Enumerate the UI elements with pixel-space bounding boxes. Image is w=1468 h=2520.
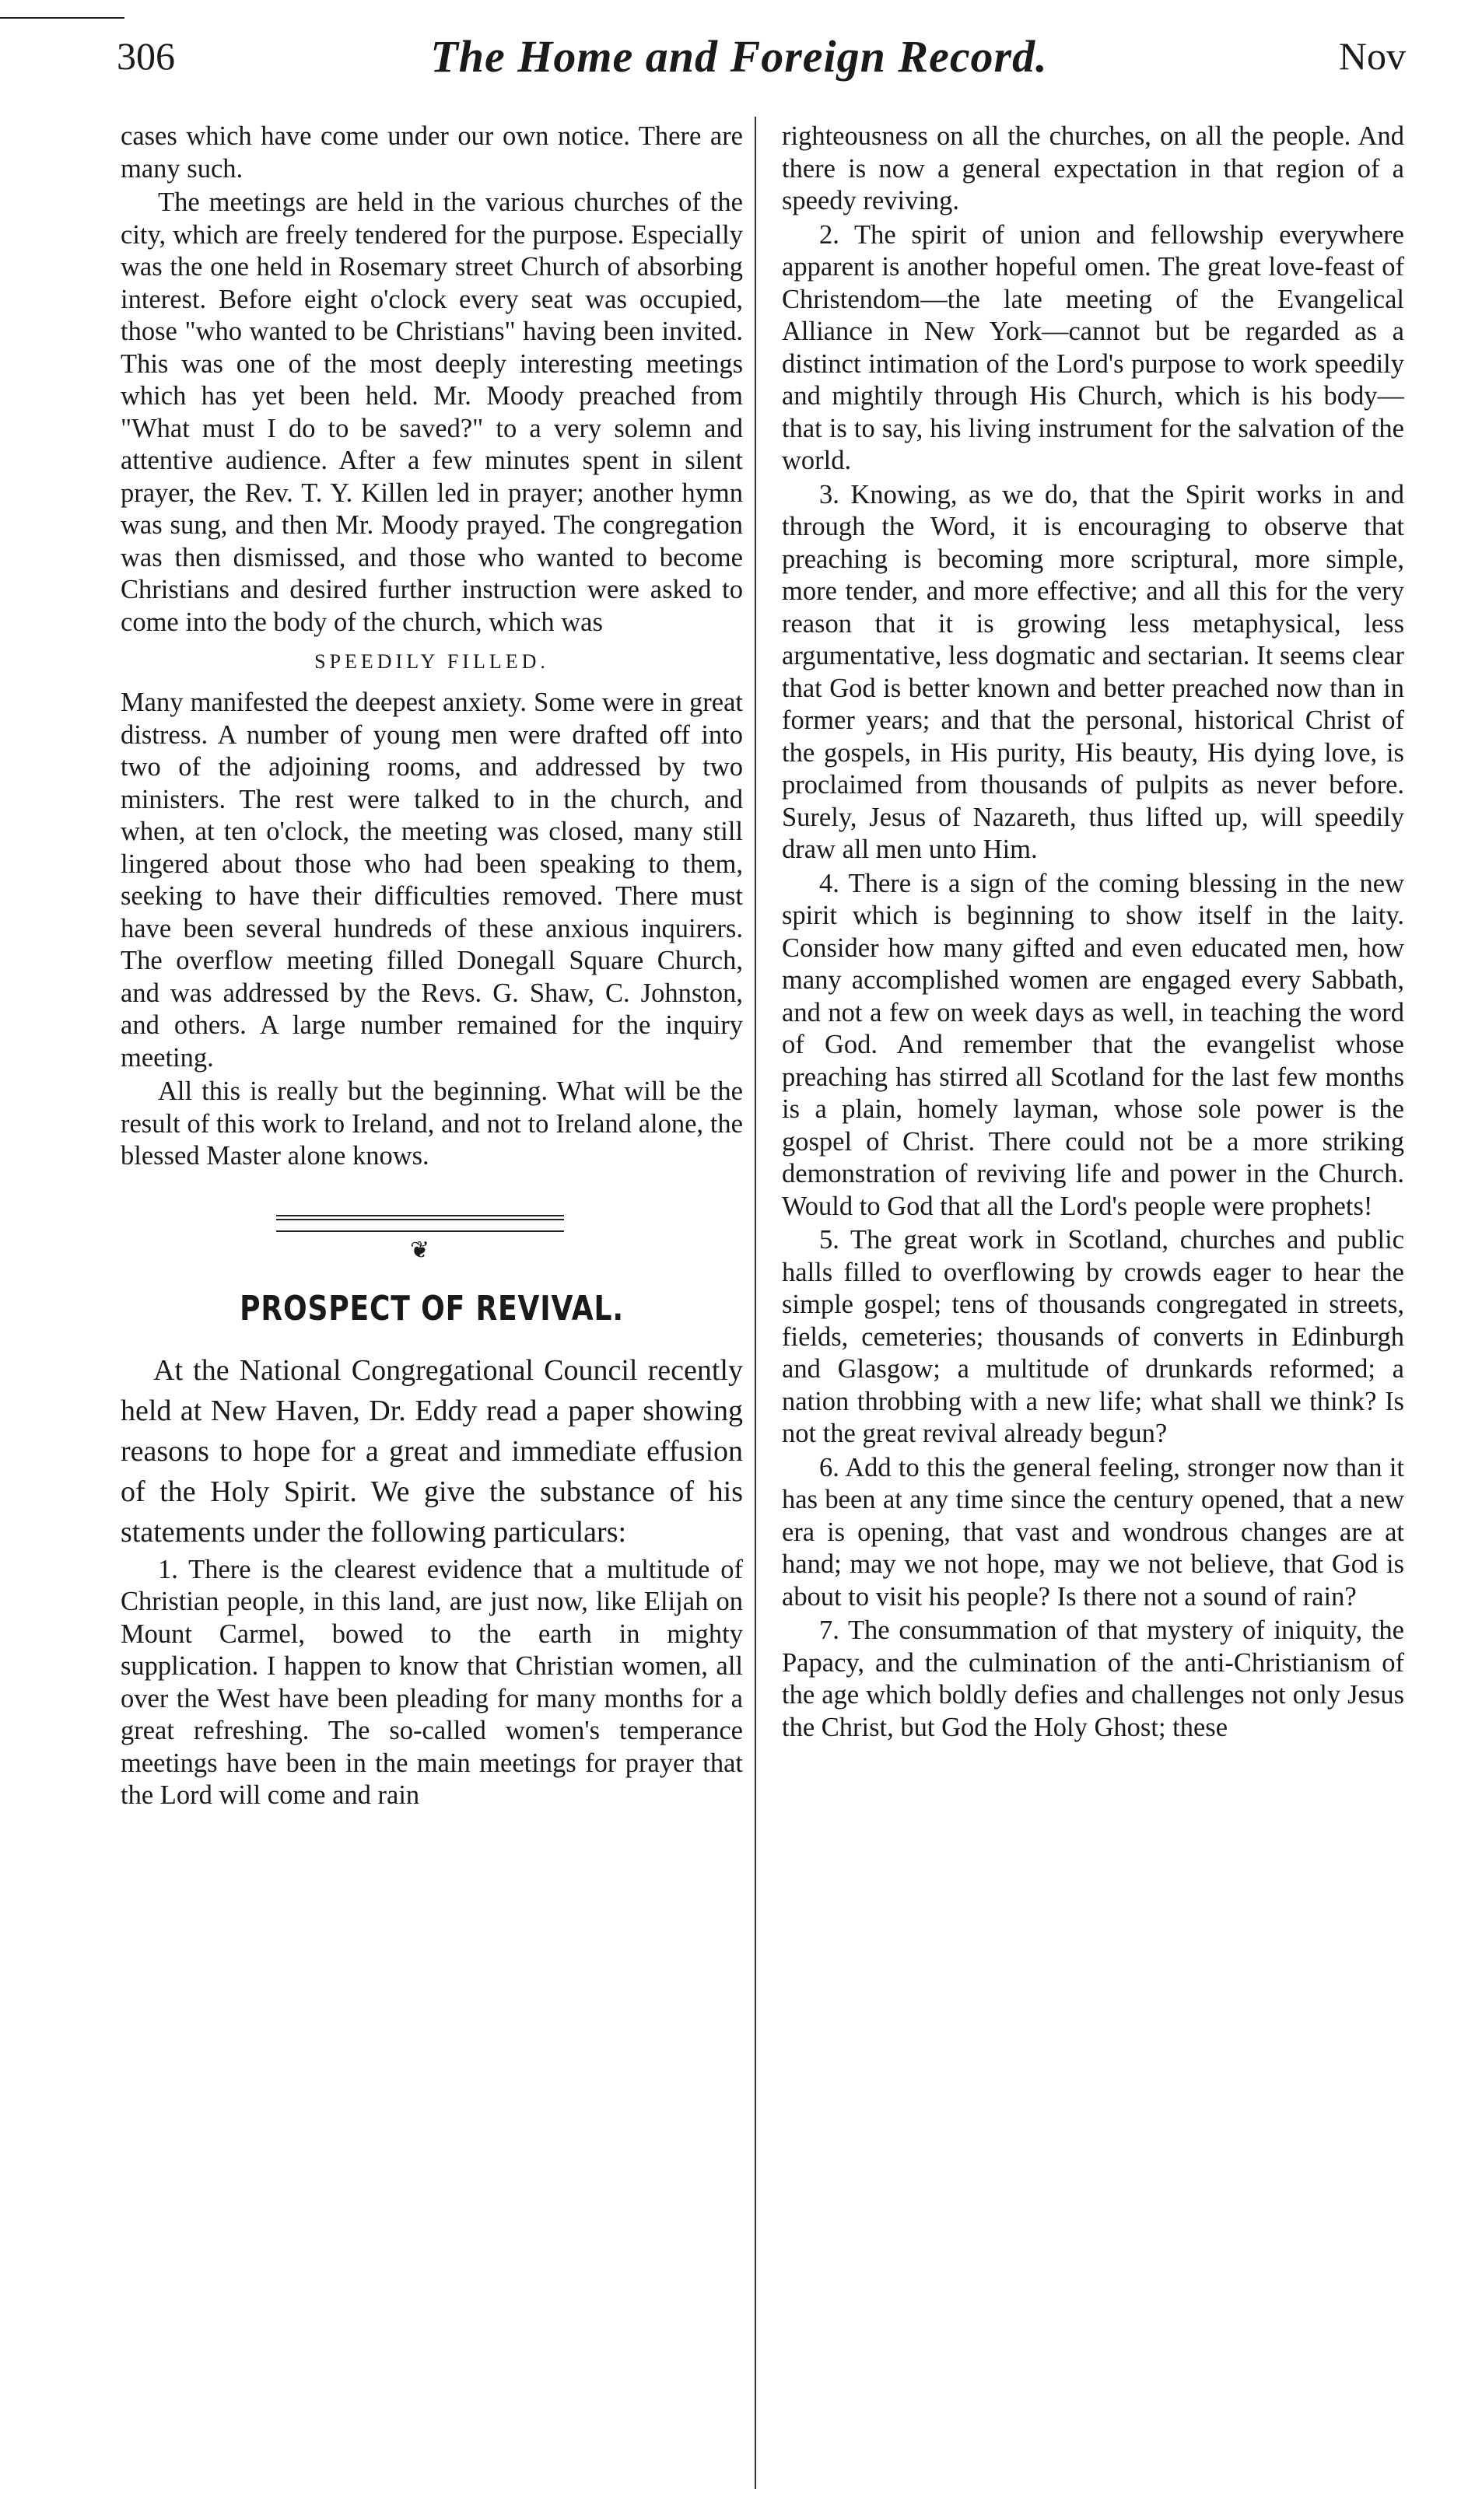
subheading: SPEEDILY FILLED.: [314, 650, 549, 673]
paragraph: All this is really but the beginning. What will be the result of this work to Ireland, and not to Ireland alone, the blessed Master alone knows.: [121, 1076, 743, 1171]
fleuron-icon: ❦: [410, 1237, 430, 1263]
section-ornament: [121, 1199, 743, 1285]
paragraph: 4. There is a sign of the coming blessing in the new spirit which is beginning to show itself in the laity. Consider how many gifted and even educated men, how many accomplished women are engaged every Sabbath, and not a few on week days as well, in teaching the word of God. And remember that the evangelist whose preaching has stirred all Scotland for the last few months is a plain, homely layman, whose sole power is the gospel of Christ. There could not be a more striking demonstration of reviving life and power in the Church. Would to God that all the Lord's people were prophets!: [782, 868, 1404, 1221]
header-rule: [0, 17, 124, 19]
journal-title: The Home and Foreign Record.: [430, 31, 1048, 82]
paragraph: The meetings are held in the various churches of the city, which are freely tendered for the purpose. Especially was the one held in Rosemary street Church of absorbing interest. Before eight o'clock every seat was occupied, those "who wanted to be Christians" having been invited. This was one of the most deeply interesting meetings which has yet been held. Mr. Moody preached from "What must I do to be saved?" to a very solemn and attentive audience. After a few minutes spent in silent prayer, the Rev. T. Y. Killen led in prayer; another hymn was sung, and then Mr. Moody prayed. The congregation was then dismissed, and those who wanted to become Christians and desired further instruction were asked to come into the body of the church, which was: [121, 187, 743, 637]
left-column: [121, 121, 743, 2485]
paragraph: 3. Knowing, as we do, that the Spirit works in and through the Word, it is encouraging to observe that preaching is becoming more scriptural, more simple, more tender, and more effective; and all this for the very reason that it is growing less metaphysical, less argumentative, less dogmatic and sectarian. It seems clear that God is better known and better preached now than in former years; and that the personal, historical Christ of the gospels, in His purity, His beauty, His dying love, is proclaimed from thousands of pulpits as never before. Surely, Jesus of Nazareth, thus lifted up, will speedily draw all men unto Him.: [782, 479, 1404, 864]
paragraph: Many manifested the deepest anxiety. Some were in great distress. A number of young men were drafted off into two of the adjoining rooms, and addressed by two ministers. The rest were talked to in the church, and when, at ten o'clock, the meeting was closed, many still lingered about those who had been speaking to them, seeking to have their difficulties removed. There must have been several hundreds of these anxious inquirers. The overflow meeting filled Donegall Square Church, and was addressed by the Revs. G. Shaw, C. Johnston, and others. A large number remained for the inquiry meeting.: [121, 688, 743, 1073]
ornament-double-rule: [276, 1215, 564, 1220]
section-title: PROSPECT OF REVIVAL.: [240, 1288, 624, 1328]
column-divider: [755, 117, 756, 2489]
paragraph: 1. There is the clearest evidence that a multitude of Christian people, in this land, are just now, like Elijah on Mount Carmel, bowed to the earth in mighty supplication. I happen to know that Christian women, all over the West have been pleading for many months for a great refreshing. The so-called women's temperance meetings have been in the main meetings for prayer that the Lord will come and rain: [121, 1554, 743, 1810]
paragraph: At the National Congregational Council recently held at New Haven, Dr. Eddy read a paper showing reasons to hope for a great and immediate effusion of the Holy Spirit. We give the substance of his statements under the following particulars:: [121, 1353, 743, 1549]
page-number: 306: [117, 34, 175, 78]
paragraph: righteousness on all the churches, on all the people. And there is now a general expectation in that region of a speedy reviving.: [782, 121, 1404, 215]
ornament-rule: [276, 1230, 564, 1232]
page-header: [0, 0, 1468, 117]
paragraph: 6. Add to this the general feeling, stronger now than it has been at any time since the century opened, that a new era is opening, that vast and wondrous changes are at hand; may we not hope, may we not believe, that God is about to visit his people? Is there not a sound of rain?: [782, 1452, 1404, 1612]
paragraph: 7. The consummation of that mystery of iniquity, the Papacy, and the culmination of the anti-Christianism of the age which boldly defies and challenges not only Jesus the Christ, but God the Holy Ghost; these: [782, 1615, 1404, 1742]
issue-month: Nov: [1338, 34, 1406, 78]
paragraph: 5. The great work in Scotland, churches and public halls filled to overflowing by crowds eager to hear the simple gospel; tens of thousands congregated in streets, fields, cemeteries; thousands of converts in Edinburgh and Glasgow; a multitude of drunkards reformed; a nation throbbing with a new life; what shall we think? Is not the great revival already begun?: [782, 1225, 1404, 1448]
paragraph: 2. The spirit of union and fellowship everywhere apparent is another hopeful omen. The great love-feast of Christendom—the late meeting of the Evangelical Alliance in New York—cannot but be regarded as a distinct intimation of the Lord's purpose to work speedily and mightily through His Church, which is his body—that is to say, his living instrument for the salvation of the world.: [782, 219, 1404, 475]
right-column: [782, 121, 1404, 2485]
paragraph: cases which have come under our own notice. There are many such.: [121, 121, 743, 184]
